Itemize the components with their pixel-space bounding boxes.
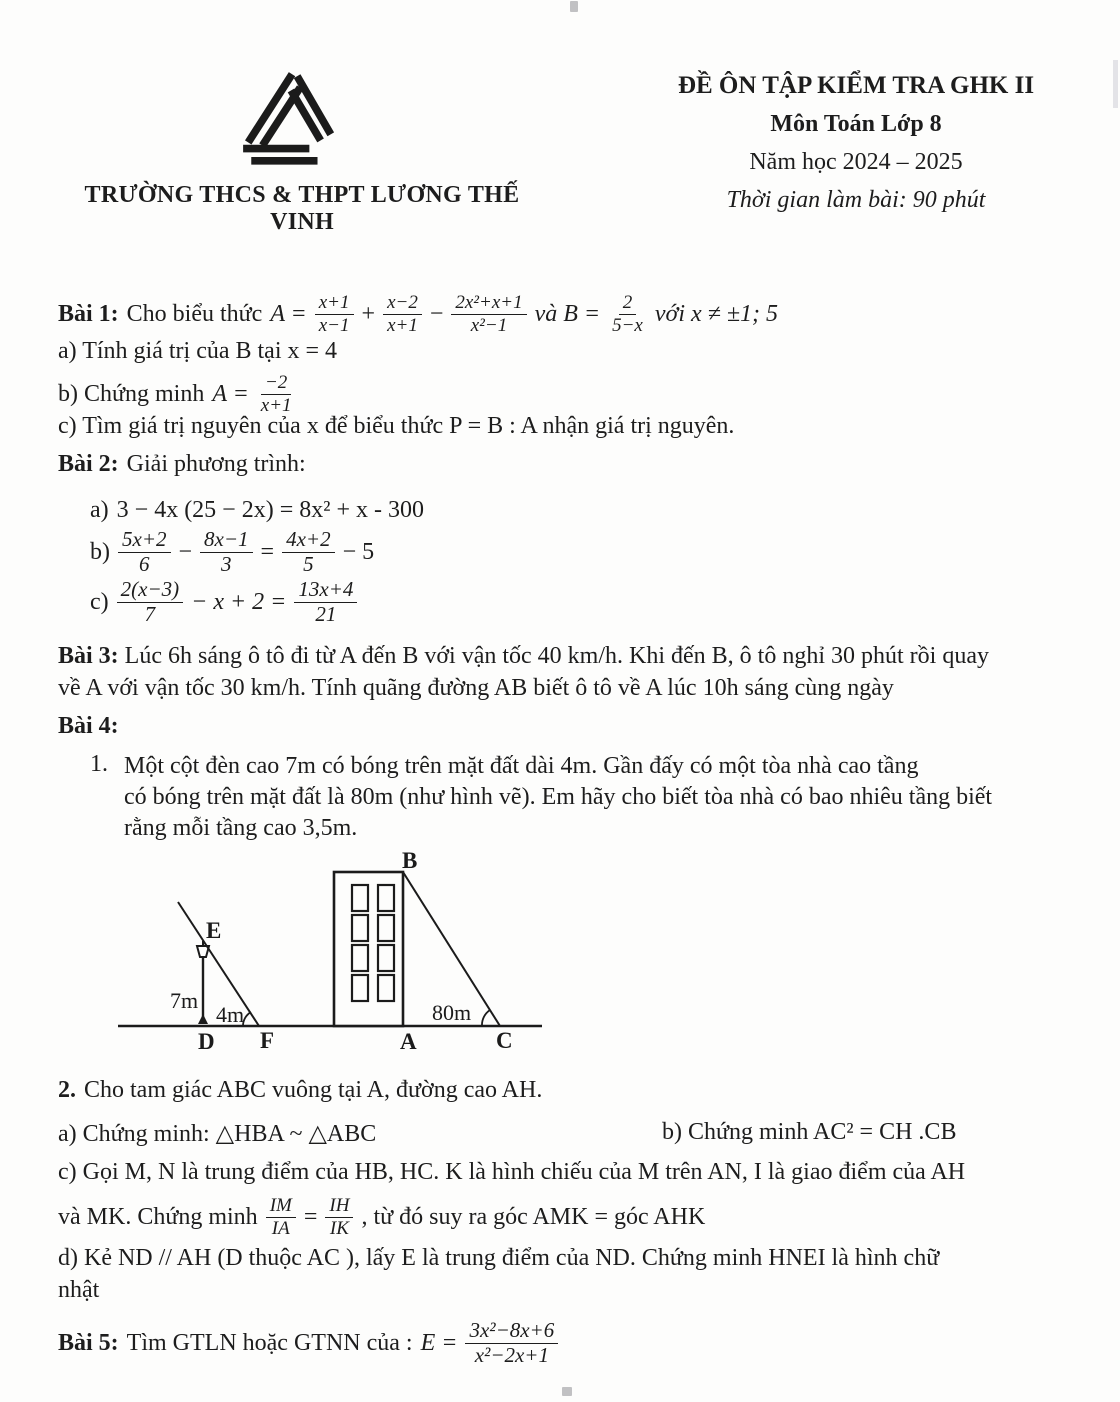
label-pole-height: 7m — [170, 988, 199, 1013]
fraction: $\frac{-2}{x+1}$ — [260, 372, 292, 416]
problem-5-label: Bài 5: — [58, 1329, 119, 1356]
problem-3-statement — [58, 640, 989, 704]
item-2-part-a: a) Chứng minh: △HBA ~ △ABC — [58, 1121, 377, 1147]
item-2-part-c-line-2 — [58, 1190, 705, 1244]
item-2-part-c-line-1: c) Gọi M, N là trung điểm của HB, HC. K là hình chiếu của M trên AN, I là giao điểm của AH — [58, 1159, 966, 1185]
fraction: $\frac{5x+2}{6}$ — [118, 528, 171, 576]
exam-title: ĐỀ ÔN TẬP KIỂM TRA GHK II — [677, 72, 1035, 99]
fraction: $\frac{\text{3x²−8x+6}}{\text{x²−2x+1}}$ — [465, 1319, 558, 1367]
problem-2-part-a — [90, 497, 424, 524]
problem-5-text: Tìm GTLN hoặc GTNN của : — [126, 1329, 413, 1356]
problem-4-item-2-ab — [58, 1119, 1068, 1148]
expr-condition: với x ≠ ±1; 5 — [654, 300, 778, 327]
school-logo — [237, 66, 343, 172]
problem-2-statement — [58, 451, 306, 478]
fraction: $\frac{4x+2}{5}$ — [282, 528, 335, 576]
fraction: $\frac{2}{5-x}$ — [612, 292, 643, 336]
angle-arc-c — [482, 1010, 490, 1026]
fraction: $\frac{2(x-3)}{7}$ — [117, 578, 183, 626]
fraction: $\frac{IH}{IK}$ — [325, 1195, 353, 1239]
problem-1-statement — [58, 284, 778, 344]
school-name: TRƯỜNG THCS & THPT LƯƠNG THẾ VINH — [84, 182, 520, 235]
part-label: b) — [90, 538, 110, 565]
school-logo-triangle — [237, 66, 343, 172]
part-label: c) — [90, 588, 109, 615]
problem-1-part-a: a) Tính giá trị của B tại x = 4 — [58, 338, 338, 364]
lamp-building-figure — [112, 850, 552, 1062]
problem-2-part-c — [90, 574, 357, 630]
item-2-intro-text: Cho tam giác ABC vuông tại A, đường cao AH. — [84, 1077, 543, 1103]
problem-1-part-c: c) Tìm giá trị nguyên của x để biểu thức P = B : A nhận giá trị nguyên. — [58, 413, 735, 439]
problem-4-label: Bài 4: — [58, 713, 119, 739]
exam-subject: Môn Toán Lớp 8 — [770, 111, 942, 137]
problem-3-line-2: về A với vận tốc 30 km/h. Tính quãng đường AB biết ô tô về A lúc 10h sáng cùng ngày — [58, 675, 894, 701]
item-2-part-d-line-2: nhật — [58, 1277, 100, 1303]
operator-minus: − — [429, 300, 444, 327]
problem-2-intro: Giải phương trình: — [126, 451, 306, 477]
label-point-c: C — [496, 1028, 513, 1053]
scan-artifact-bottom — [562, 1387, 572, 1396]
part-c-tail: , từ đó suy ra góc AMK = góc AHK — [361, 1203, 706, 1230]
problem-2-part-b — [90, 524, 374, 580]
fraction: $\frac{8x-1}{3}$ — [200, 528, 253, 576]
item-2-number: 2. — [58, 1077, 76, 1103]
angle-arc-f — [243, 1012, 251, 1026]
fraction: $\frac{IM}{IA}$ — [266, 1195, 296, 1239]
equation-b-tail: − 5 — [342, 538, 375, 565]
equation-c-middle: − x + 2 = — [191, 588, 287, 615]
label-point-f: F — [260, 1028, 275, 1053]
problem-1-intro: Cho biểu thức — [126, 300, 263, 327]
lamp-post-base — [198, 1014, 208, 1024]
operator-plus: + — [361, 300, 376, 327]
item-2-part-b: b) Chứng minh AC² = CH .CB — [662, 1119, 957, 1145]
equation-a: 3 − 4x (25 − 2x) = 8x² + x - 300 — [116, 497, 424, 523]
part-c-text: và MK. Chứng minh — [58, 1203, 258, 1230]
problem-1-label: Bài 1: — [58, 300, 119, 327]
figure-svg — [112, 850, 552, 1062]
problem-5-statement — [58, 1312, 558, 1374]
problem-4-item-2-intro — [58, 1077, 542, 1104]
problem-3-text-1: Lúc 6h sáng ô tô đi từ A đến B với vận tốc 40 km/h. Khi đến B, ô tô nghỉ 30 phút rồi quay — [124, 643, 989, 669]
problem-4-item-1 — [124, 751, 992, 844]
exam-duration: Thời gian làm bài: 90 phút — [726, 187, 986, 213]
problem-3-line-1 — [58, 640, 989, 672]
part-b-lhs: A = — [212, 380, 249, 407]
operator-minus: − — [178, 538, 193, 565]
problem-3-label: Bài 3: — [58, 643, 119, 669]
operator-equals: = — [303, 1203, 318, 1230]
fraction: $\frac{x+1}{x-1}$ — [315, 292, 354, 336]
school-year: Năm học 2024 – 2025 — [749, 149, 963, 175]
label-pole-shadow: 4m — [216, 1002, 245, 1027]
expr-a-lhs: A = — [270, 300, 307, 327]
scan-edge-smudge — [1113, 60, 1118, 108]
exam-header — [640, 72, 1072, 225]
expr-e-lhs: E = — [420, 1329, 458, 1356]
item-1-line-3: rằng mỗi tầng cao 3,5m. — [124, 815, 358, 841]
problem-2-label: Bài 2: — [58, 451, 119, 477]
label-point-b: B — [402, 850, 418, 873]
expr-b-lhs: và B = — [534, 300, 601, 327]
item-1-line-1: Một cột đèn cao 7m có bóng trên mặt đất dài 4m. Gần đấy có một tòa nhà cao tầng — [124, 753, 919, 779]
label-point-a: A — [400, 1029, 417, 1054]
label-point-e: E — [206, 918, 222, 943]
part-b-text: b) Chứng minh — [58, 380, 205, 407]
part-label: a) — [90, 497, 109, 523]
fraction: $\frac{x-2}{x+1}$ — [383, 292, 422, 336]
fraction: $\frac{\text{2x²+x+1}}{\text{x²−1}}$ — [451, 292, 526, 336]
operator-equals: = — [260, 538, 275, 565]
item-2-part-d-line-1: d) Kẻ ND // AH (D thuộc AC ), lấy E là trung điểm của ND. Chứng minh HNEI là hình chữ — [58, 1245, 940, 1271]
label-building-shadow: 80m — [432, 1000, 472, 1025]
scan-artifact-top — [570, 1, 578, 12]
fraction: $\frac{13x+4}{21}$ — [294, 578, 357, 626]
item-1-line-2: có bóng trên mặt đất là 80m (như hình vẽ). Em hãy cho biết tòa nhà có bao nhiêu tầng biết — [124, 784, 993, 810]
problem-4-item-1-number: 1. — [90, 751, 108, 777]
label-point-d: D — [198, 1029, 215, 1054]
